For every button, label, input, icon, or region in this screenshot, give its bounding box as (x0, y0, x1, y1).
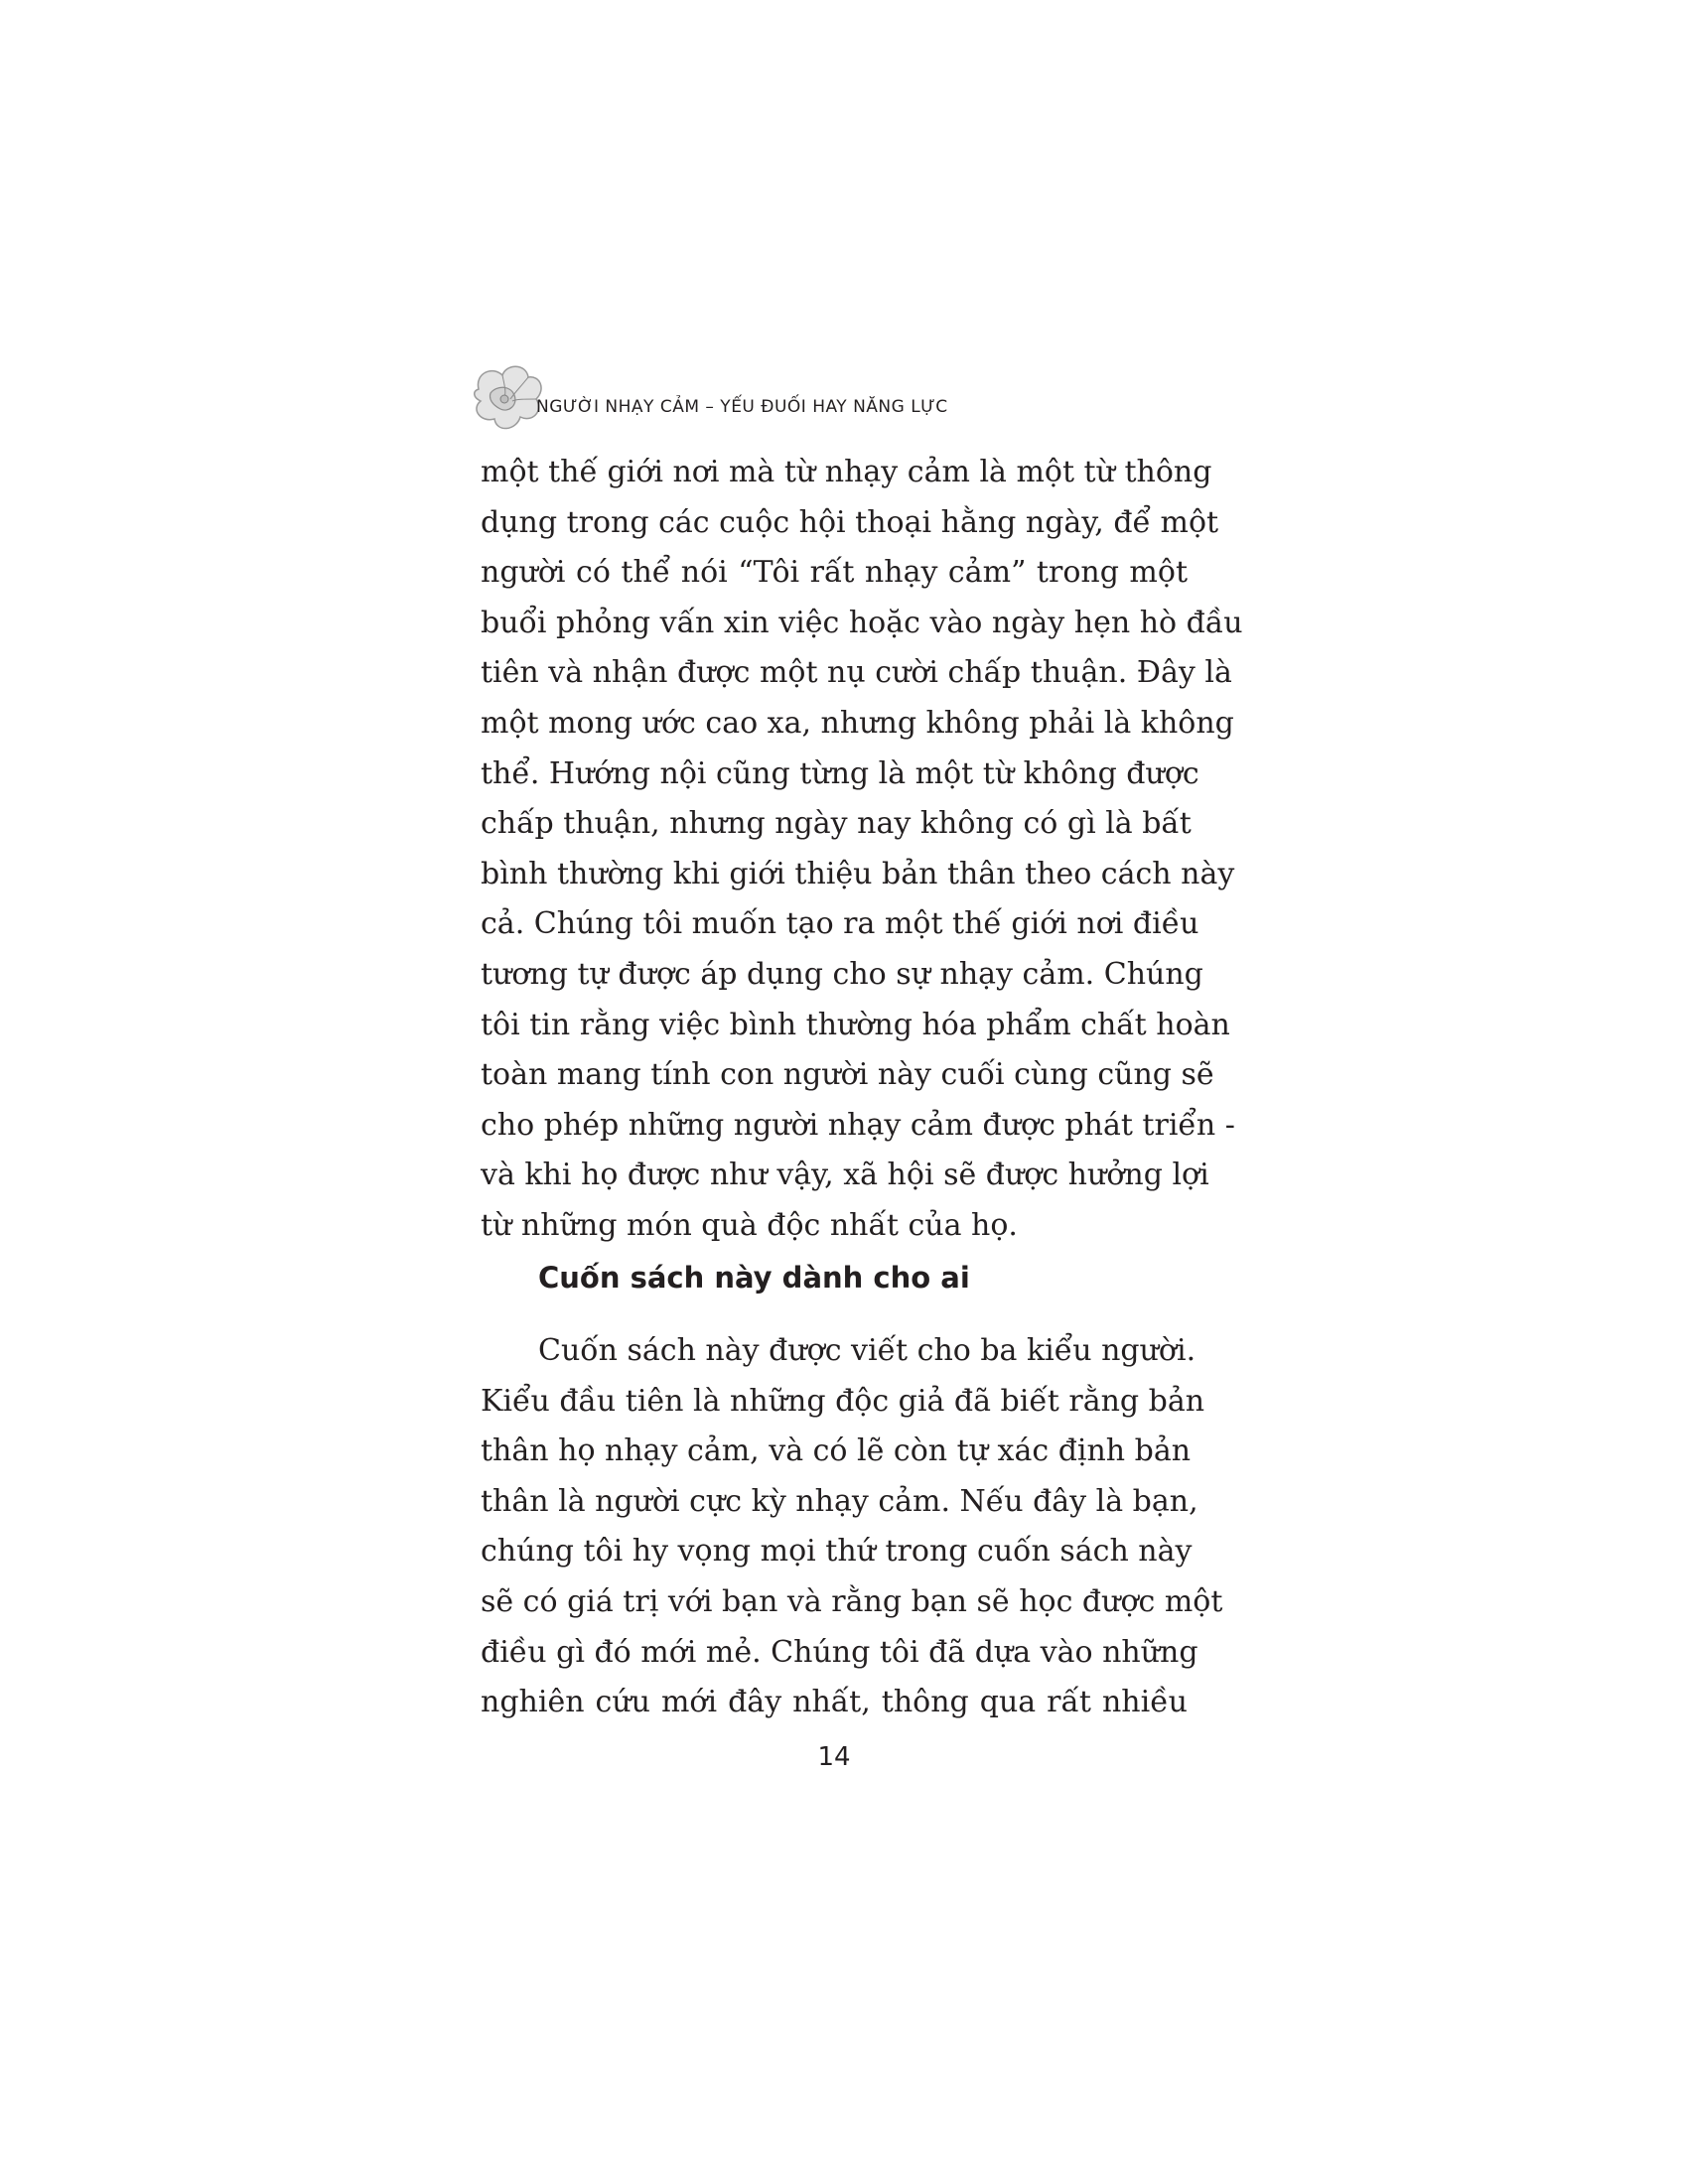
text-line: tiên và nhận được một nụ cười chấp thuận. Đây là (481, 655, 1232, 691)
text-line: thân họ nhạy cảm, và có lẽ còn tự xác định bản (481, 1433, 1192, 1469)
text-line: điều gì đó mới mẻ. Chúng tôi đã dựa vào những (481, 1634, 1198, 1670)
text-line: dụng trong các cuộc hội thoại hằng ngày, để một (481, 504, 1219, 540)
text-line: chúng tôi hy vọng mọi thứ trong cuốn sách này (481, 1534, 1193, 1570)
text-line: tôi tin rằng việc bình thường hóa phẩm chất hoàn (481, 1007, 1230, 1042)
text-line: buổi phỏng vấn xin việc hoặc vào ngày hẹn hò đầu (481, 605, 1243, 640)
section-heading: Cuốn sách này dành cho ai (538, 1261, 970, 1295)
body-paragraph-2 (481, 1326, 1223, 1728)
text-line: thể. Hướng nội cũng từng là một từ không được (481, 755, 1199, 791)
running-head (467, 359, 1241, 439)
text-line: sẽ có giá trị với bạn và rằng bạn sẽ học được một (481, 1583, 1223, 1619)
text-line: chấp thuận, nhưng ngày nay không có gì là bất (481, 806, 1192, 842)
running-head-title: NGƯỜI NHẠY CẢM – YẾU ĐUỐI HAY NĂNG LỰC (536, 397, 948, 417)
text-line: từ những món quà độc nhất của họ. (481, 1207, 1018, 1243)
text-line: bình thường khi giới thiệu bản thân theo cách này (481, 856, 1235, 891)
body-paragraph-1 (481, 448, 1243, 1252)
text-line: cả. Chúng tôi muốn tạo ra một thế giới nơi điều (481, 906, 1199, 942)
page-number: 14 (817, 1742, 851, 1772)
text-line: Cuốn sách này được viết cho ba kiểu người. (538, 1333, 1196, 1368)
text-line: một thế giới nơi mà từ nhạy cảm là một từ thông (481, 455, 1212, 489)
text-line: và khi họ được như vậy, xã hội sẽ được hưởng lợi (481, 1158, 1209, 1193)
text-line: tương tự được áp dụng cho sự nhạy cảm. Chúng (481, 956, 1203, 992)
text-line: người có thể nói “Tôi rất nhạy cảm” trong một (481, 555, 1188, 591)
text-line: toàn mang tính con người này cuối cùng cũng sẽ (481, 1057, 1214, 1093)
text-line: thân là người cực kỳ nhạy cảm. Nếu đây là bạn, (481, 1483, 1198, 1519)
text-line: Kiểu đầu tiên là những độc giả đã biết rằng bản (481, 1383, 1205, 1419)
text-line: cho phép những người nhạy cảm được phát triển - (481, 1107, 1235, 1143)
text-line: một mong ước cao xa, nhưng không phải là không (481, 705, 1234, 741)
text-line: nghiên cứu mới đây nhất, thông qua rất nhiều (481, 1685, 1188, 1720)
